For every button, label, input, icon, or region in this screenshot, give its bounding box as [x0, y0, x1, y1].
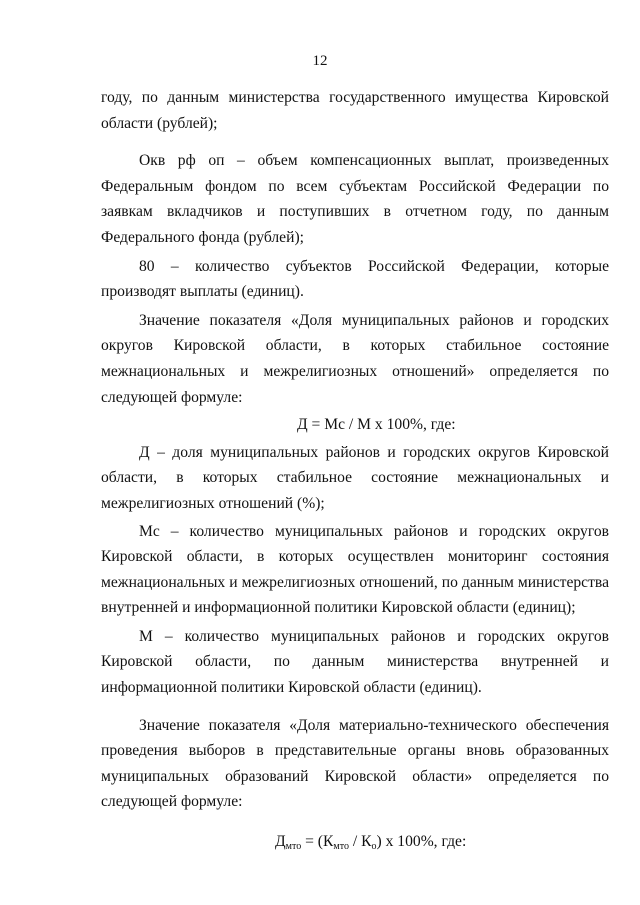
paragraph-m-definition: М – количество муниципальных районов и городских округов Кировской области, по данным министерства внутренней и информационной политики Кировской области (единиц).: [101, 627, 609, 697]
paragraph-mc-definition: Мс – количество муниципальных районов и городских округов Кировской области, в которых осуществлен мониторинг состояния межнациональных и межрелигиозных отношений, по данным министерства внутренней и информационной политики Кировской области (единиц);: [101, 522, 609, 617]
formula-share-mto: [101, 829, 609, 860]
paragraph-continuation: году, по данным министерства государственного имущества Кировской области (рублей);: [101, 89, 609, 132]
formula-divide: / К: [348, 833, 372, 851]
paragraph-indicator-interethnic: Значение показателя «Доля муниципальных районов и городских округов Кировской области, в которых стабильное состояние межнациональных и межрелигиозных отношений» определяется по следующей формуле:: [101, 311, 609, 406]
formula-denominator-subscript: о: [371, 841, 377, 853]
paragraph-indicator-elections: Значение показателя «Доля материально-технического обеспечения проведения выборов в представительные органы вновь образованных муниципальных образований Кировской области» определяется по следующей формуле:: [101, 716, 609, 811]
formula-numerator-subscript: мто: [333, 841, 349, 853]
page-number: 12: [312, 53, 328, 69]
document-body: [101, 85, 609, 860]
formula-lhs-subscript: мто: [285, 841, 302, 853]
formula-tail: ) х 100%, где:: [376, 833, 467, 851]
formula-equals-open: = (К: [301, 833, 334, 851]
formula-share-interethnic: Д = Мс / М х 100%, где:: [297, 416, 456, 434]
paragraph-80-definition: 80 – количество субъектов Российской Федерации, которые производят выплаты (единиц).: [101, 257, 609, 301]
paragraph-d-definition: Д – доля муниципальных районов и городских округов Кировской области, в которых стабильное состояние межнациональных и межрелигиозных отношений (%);: [101, 443, 609, 512]
formula-lhs: Д: [275, 833, 286, 851]
paragraph-okv-definition: Окв рф оп – объем компенсационных выплат, произведенных Федеральным фондом по всем субъектам Российской Федерации по заявкам вкладчиков и поступивших в отчетном году, по данным Федерального фонда (рублей);: [101, 152, 609, 246]
